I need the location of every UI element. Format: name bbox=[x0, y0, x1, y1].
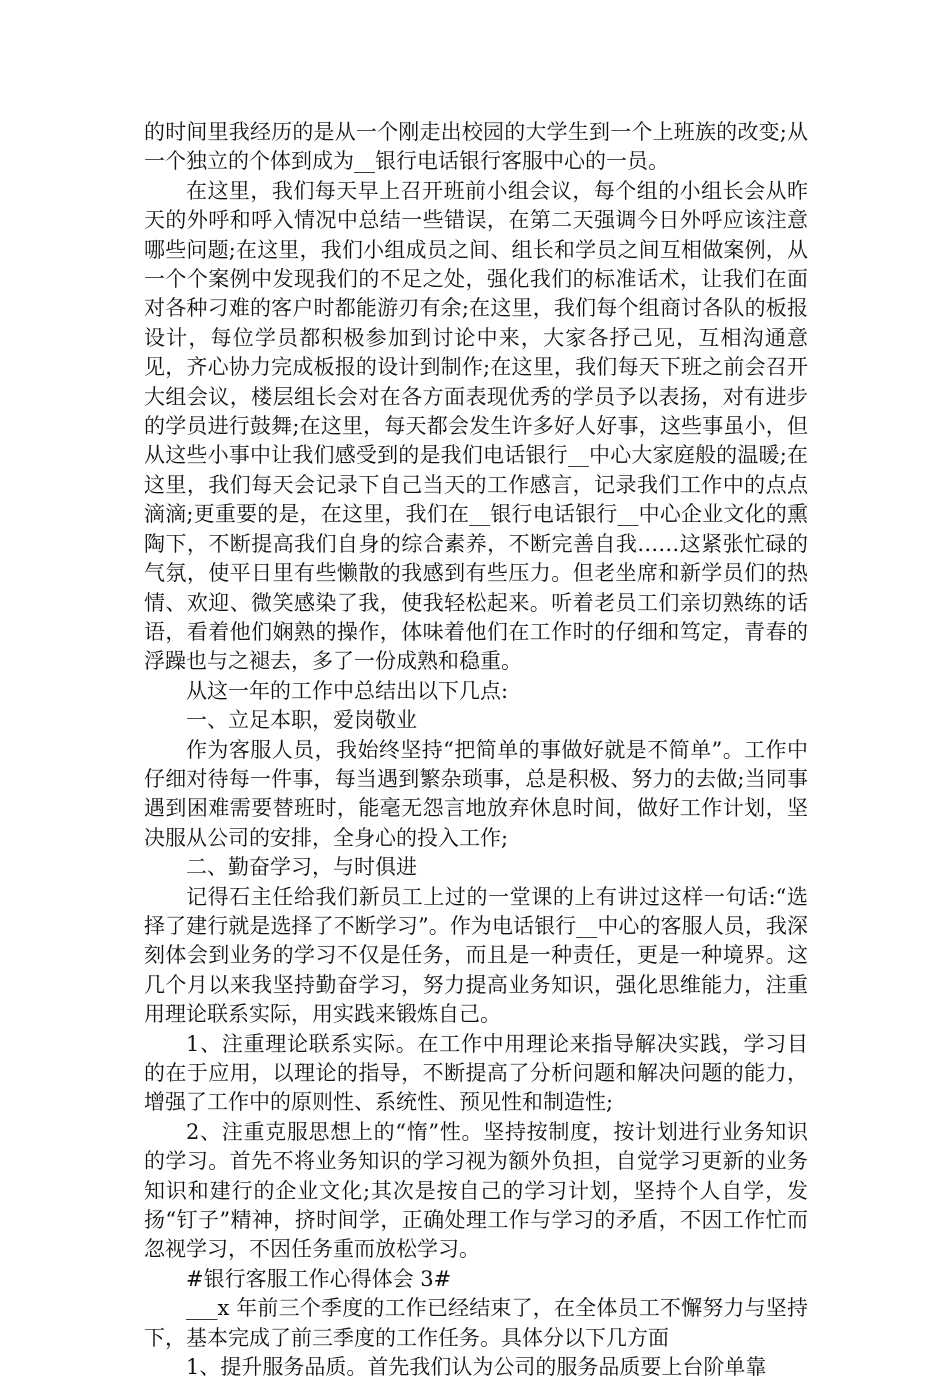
heading-section-two: 二、勤奋学习，与时俱进 bbox=[186, 855, 417, 880]
paragraph-daily-work: 在这里，我们每天早上召开班前小组会议，每个组的小组长会从昨天的外呼和呼入情况中总结一些错误，在第二天强调今日外呼应该注意哪些问题;在这里，我们小组成员之间、组长和学员之间互相做案例，从一个个案例中发现我们的不足之处，强化我们的标准话术，让我们在面对各种刁难的客户时都能游刃有余;在这里，我们每个组商讨各队的板报设计，每位学员都积极参加到讨论中来，大家各抒己见，互相沟通意见，齐心协力完成板报的设计到制作;在这里，我们每天下班之前会召开大组会议，楼层组长会对在各方面表现优秀的学员予以表扬，对有进步的学员进行鼓舞;在这里，每天都会发生许多好人好事，这些事虽小，但从这些小事中让我们感受到的是我们电话银行__中心大家庭般的温暖;在这里，我们每天会记录下自己当天的工作感言，记录我们工作中的点点滴滴;更重要的是，在这里，我们在__银行电话银行__中心企业文化的熏陶下，不断提高我们自身的综合素养，不断完善自我……这紧张忙碌的气氛，使平日里有些懒散的我感到有些压力。但老坐席和新学员们的热情、欢迎、微笑感染了我，使我轻松起来。听着老员工们亲切熟练的话语，看着他们娴熟的操作，体味着他们在工作时的仔细和笃定，青春的浮躁也与之褪去，多了一份成熟和稳重。 bbox=[144, 178, 808, 674]
paragraph-quarter-summary: ___x 年前三个季度的工作已经结束了，在全体员工不懈努力与坚持下，基本完成了前三季度的工作任务。具体分以下几方面 bbox=[144, 1296, 808, 1350]
paragraph-point-one: 1、注重理论联系实际。在工作中用理论来指导解决实践，学习目的在于应用，以理论的指导，不断提高了分析问题和解决问题的能力，增强了工作中的原则性、系统性、预见性和制造性; bbox=[144, 1031, 808, 1115]
paragraph-section-one: 作为客服人员，我始终坚持“把简单的事做好就是不简单”。工作中仔细对待每一件事，每当遇到繁杂琐事，总是积极、努力的去做;当同事遇到困难需要替班时，能毫无怨言地放弃休息时间，做好工作计划，坚决服从公司的安排，全身心的投入工作; bbox=[144, 737, 808, 850]
heading-article-three: #银行客服工作心得体会 3# bbox=[186, 1266, 452, 1291]
heading-section-one: 一、立足本职，爱岗敬业 bbox=[186, 708, 417, 733]
paragraph-point-two: 2、注重克服思想上的“惰”性。坚持按制度，按计划进行业务知识的学习。首先不将业务知识的学习视为额外负担，自觉学习更新的业务知识和建行的企业文化;其次是按自己的学习计划，坚持个人自学，发扬“钉子”精神，挤时间学，正确处理工作与学习的矛盾，不因工作忙而忽视学习，不因任务重而放松学习。 bbox=[144, 1119, 808, 1262]
paragraph-intro-continuation: 的时间里我经历的是从一个刚走出校园的大学生到一个上班族的改变;从一个独立的个体到成为__银行电话银行客服中心的一员。 bbox=[144, 120, 808, 174]
document-body bbox=[144, 118, 808, 1382]
paragraph-section-two: 记得石主任给我们新员工上过的一堂课的上有讲过这样一句话:“选择了建行就是选择了不断学习”。作为电话银行__中心的客服人员，我深刻体会到业务的学习不仅是任务，而且是一种责任，更是一种境界。这几个月以来我坚持勤奋学习，努力提高业务知识，强化思维能力，注重用理论联系实际，用实践来锻炼自己。 bbox=[144, 884, 808, 1027]
paragraph-service-quality: 1、提升服务品质。首先我们认为公司的服务品质要上台阶单靠 bbox=[186, 1355, 767, 1380]
paragraph-summary-lead: 从这一年的工作中总结出以下几点: bbox=[186, 678, 509, 703]
